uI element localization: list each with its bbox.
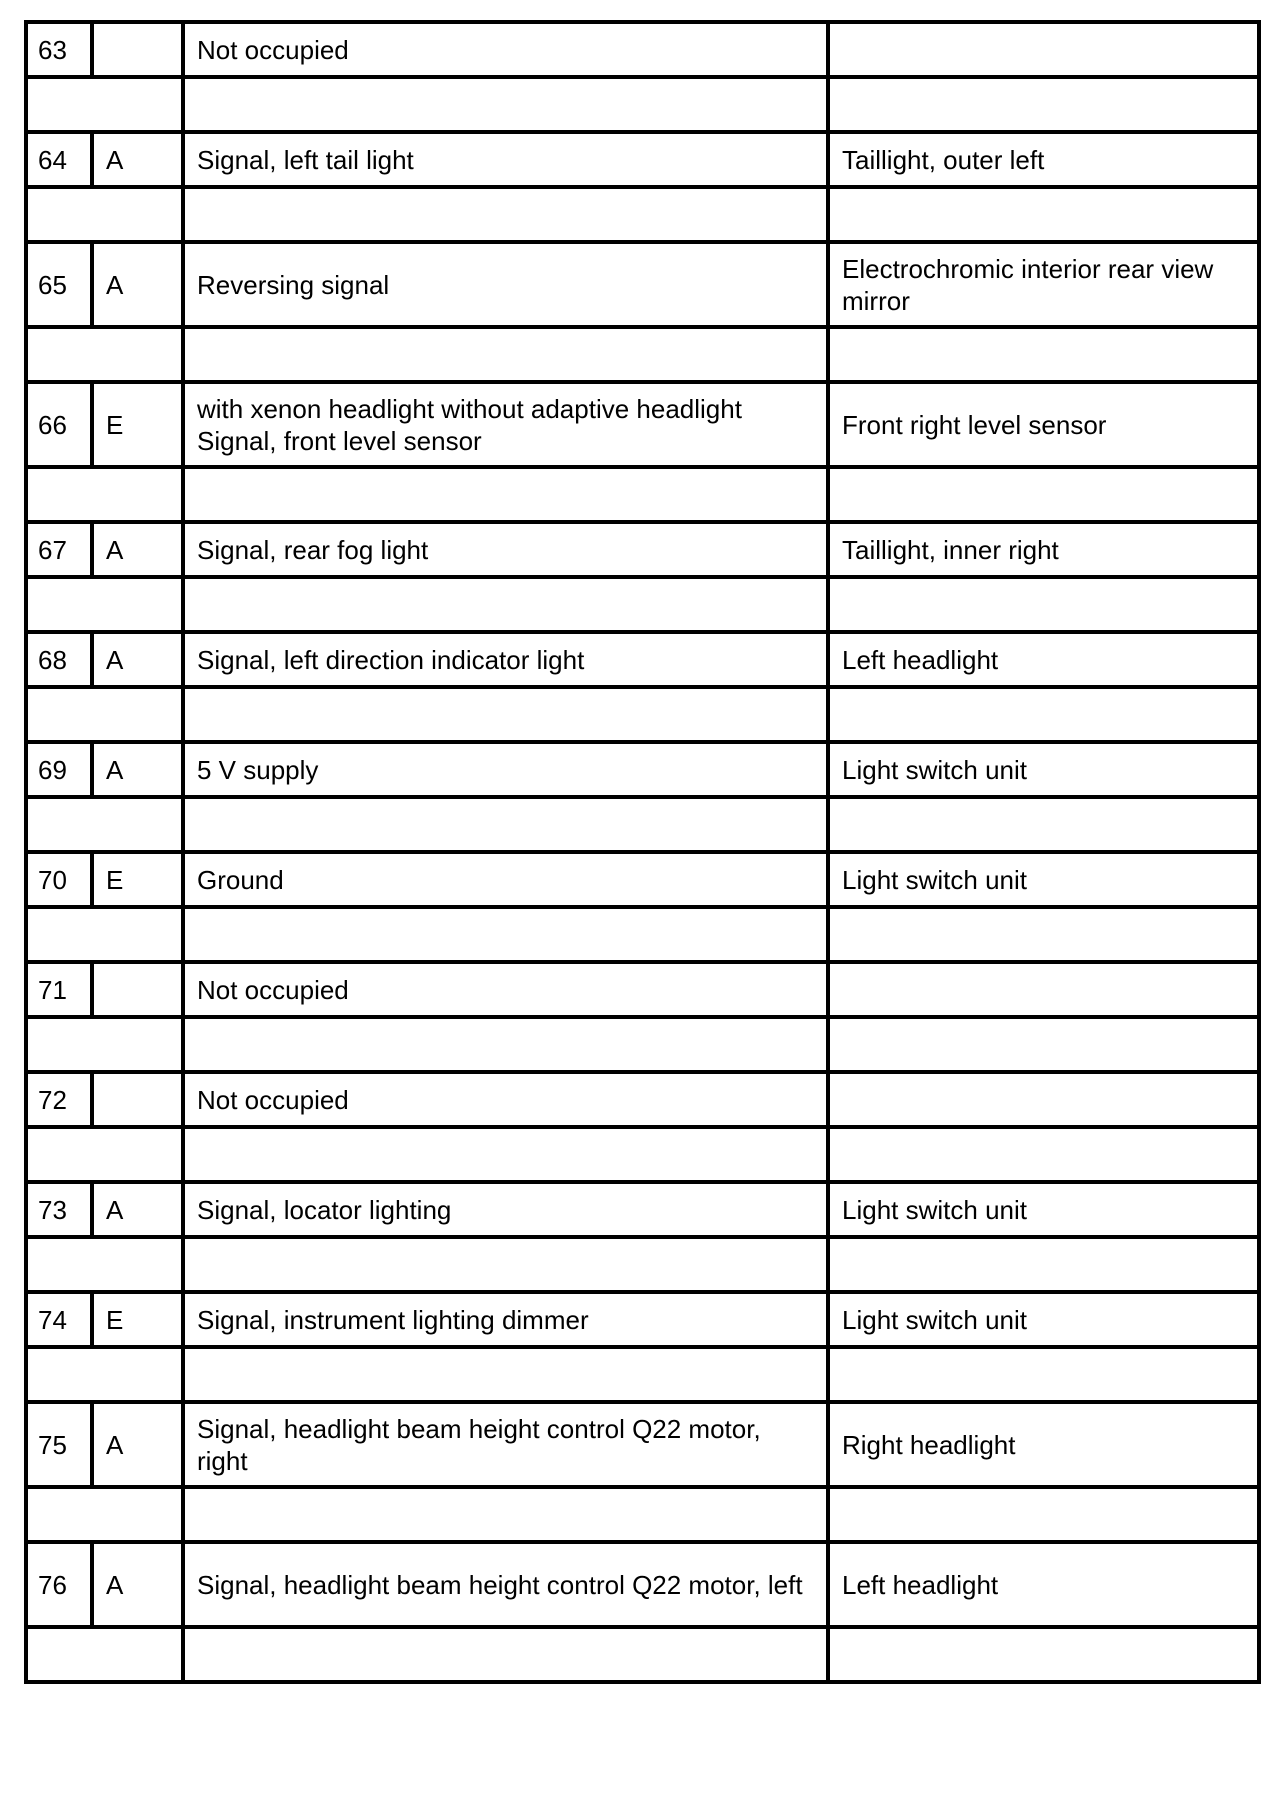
spacer-cell <box>828 797 1259 852</box>
signal-description-cell: 5 V supply <box>183 742 828 797</box>
spacer-cell <box>828 1127 1259 1182</box>
component-cell <box>828 1072 1259 1127</box>
pin-type-cell: A <box>92 132 183 187</box>
spacer-cell <box>26 327 183 382</box>
spacer-cell <box>26 467 183 522</box>
pin-type-cell: A <box>92 632 183 687</box>
spacer-row <box>26 907 1259 962</box>
pin-table-body <box>26 22 1259 1682</box>
spacer-row <box>26 1347 1259 1402</box>
spacer-row <box>26 1627 1259 1682</box>
spacer-cell <box>828 467 1259 522</box>
pin-type-cell: E <box>92 1292 183 1347</box>
pin-type-cell: E <box>92 382 183 467</box>
table-row <box>26 522 1259 577</box>
spacer-cell <box>183 77 828 132</box>
pin-number-cell: 74 <box>26 1292 92 1347</box>
signal-description-cell: Signal, instrument lighting dimmer <box>183 1292 828 1347</box>
signal-description-cell: with xenon headlight without adaptive headlight Signal, front level sensor <box>183 382 828 467</box>
spacer-cell <box>183 1237 828 1292</box>
pin-number-cell: 68 <box>26 632 92 687</box>
component-cell: Light switch unit <box>828 852 1259 907</box>
spacer-cell <box>183 687 828 742</box>
signal-description-cell: Ground <box>183 852 828 907</box>
component-cell: Front right level sensor <box>828 382 1259 467</box>
spacer-row <box>26 1237 1259 1292</box>
pin-type-cell: A <box>92 742 183 797</box>
spacer-cell <box>183 797 828 852</box>
table-row <box>26 1072 1259 1127</box>
spacer-row <box>26 327 1259 382</box>
pin-number-cell: 67 <box>26 522 92 577</box>
pin-number-cell: 64 <box>26 132 92 187</box>
spacer-cell <box>828 327 1259 382</box>
pin-number-cell: 66 <box>26 382 92 467</box>
component-cell: Taillight, outer left <box>828 132 1259 187</box>
pin-number-cell: 73 <box>26 1182 92 1237</box>
component-cell: Left headlight <box>828 1542 1259 1627</box>
spacer-cell <box>26 1347 183 1402</box>
component-cell: Light switch unit <box>828 1182 1259 1237</box>
spacer-cell <box>26 797 183 852</box>
spacer-cell <box>828 577 1259 632</box>
spacer-row <box>26 77 1259 132</box>
component-cell: Right headlight <box>828 1402 1259 1487</box>
spacer-cell <box>26 1487 183 1542</box>
pin-number-cell: 63 <box>26 22 92 77</box>
component-cell: Electrochromic interior rear view mirror <box>828 242 1259 327</box>
pin-number-cell: 72 <box>26 1072 92 1127</box>
spacer-cell <box>26 687 183 742</box>
pin-number-cell: 71 <box>26 962 92 1017</box>
spacer-row <box>26 797 1259 852</box>
spacer-cell <box>26 1237 183 1292</box>
spacer-cell <box>183 577 828 632</box>
spacer-cell <box>26 77 183 132</box>
component-cell: Light switch unit <box>828 1292 1259 1347</box>
signal-description-cell: Not occupied <box>183 962 828 1017</box>
spacer-cell <box>828 1237 1259 1292</box>
spacer-cell <box>26 907 183 962</box>
signal-description-cell: Reversing signal <box>183 242 828 327</box>
table-row <box>26 632 1259 687</box>
component-cell: Light switch unit <box>828 742 1259 797</box>
signal-description-cell: Signal, headlight beam height control Q22 motor, right <box>183 1402 828 1487</box>
spacer-cell <box>828 907 1259 962</box>
spacer-row <box>26 687 1259 742</box>
pin-number-cell: 70 <box>26 852 92 907</box>
pin-type-cell: A <box>92 522 183 577</box>
spacer-cell <box>183 187 828 242</box>
component-cell <box>828 962 1259 1017</box>
spacer-cell <box>828 1627 1259 1682</box>
pin-number-cell: 75 <box>26 1402 92 1487</box>
signal-description-cell: Not occupied <box>183 1072 828 1127</box>
signal-description-cell: Signal, locator lighting <box>183 1182 828 1237</box>
pin-number-cell: 69 <box>26 742 92 797</box>
table-row <box>26 132 1259 187</box>
spacer-cell <box>183 1127 828 1182</box>
spacer-cell <box>26 1627 183 1682</box>
spacer-cell <box>828 1347 1259 1402</box>
component-cell <box>828 22 1259 77</box>
pin-type-cell: A <box>92 1402 183 1487</box>
pin-number-cell: 65 <box>26 242 92 327</box>
spacer-cell <box>26 1017 183 1072</box>
table-row <box>26 242 1259 327</box>
component-cell: Taillight, inner right <box>828 522 1259 577</box>
spacer-cell <box>183 907 828 962</box>
pin-type-cell <box>92 22 183 77</box>
spacer-cell <box>183 1017 828 1072</box>
pin-number-cell: 76 <box>26 1542 92 1627</box>
table-row <box>26 1402 1259 1487</box>
signal-description-cell: Signal, left direction indicator light <box>183 632 828 687</box>
spacer-cell <box>828 1017 1259 1072</box>
pin-type-cell <box>92 962 183 1017</box>
component-cell: Left headlight <box>828 632 1259 687</box>
pin-type-cell: A <box>92 242 183 327</box>
spacer-row <box>26 577 1259 632</box>
spacer-row <box>26 187 1259 242</box>
spacer-row <box>26 1017 1259 1072</box>
spacer-row <box>26 467 1259 522</box>
table-row <box>26 1542 1259 1627</box>
table-row <box>26 742 1259 797</box>
spacer-cell <box>828 1487 1259 1542</box>
table-row <box>26 852 1259 907</box>
table-row <box>26 1182 1259 1237</box>
signal-description-cell: Signal, left tail light <box>183 132 828 187</box>
spacer-row <box>26 1127 1259 1182</box>
pin-type-cell <box>92 1072 183 1127</box>
spacer-cell <box>183 1347 828 1402</box>
spacer-cell <box>26 577 183 632</box>
spacer-cell <box>26 187 183 242</box>
pin-assignment-table <box>24 20 1261 1684</box>
spacer-cell <box>828 77 1259 132</box>
signal-description-cell: Not occupied <box>183 22 828 77</box>
table-row <box>26 382 1259 467</box>
spacer-cell <box>183 1627 828 1682</box>
pin-type-cell: E <box>92 852 183 907</box>
table-row <box>26 1292 1259 1347</box>
pin-type-cell: A <box>92 1182 183 1237</box>
spacer-cell <box>183 327 828 382</box>
table-row <box>26 962 1259 1017</box>
pin-type-cell: A <box>92 1542 183 1627</box>
table-row <box>26 22 1259 77</box>
signal-description-cell: Signal, rear fog light <box>183 522 828 577</box>
spacer-cell <box>828 187 1259 242</box>
spacer-cell <box>183 467 828 522</box>
signal-description-cell: Signal, headlight beam height control Q22 motor, left <box>183 1542 828 1627</box>
spacer-cell <box>26 1127 183 1182</box>
spacer-cell <box>828 687 1259 742</box>
spacer-cell <box>183 1487 828 1542</box>
spacer-row <box>26 1487 1259 1542</box>
